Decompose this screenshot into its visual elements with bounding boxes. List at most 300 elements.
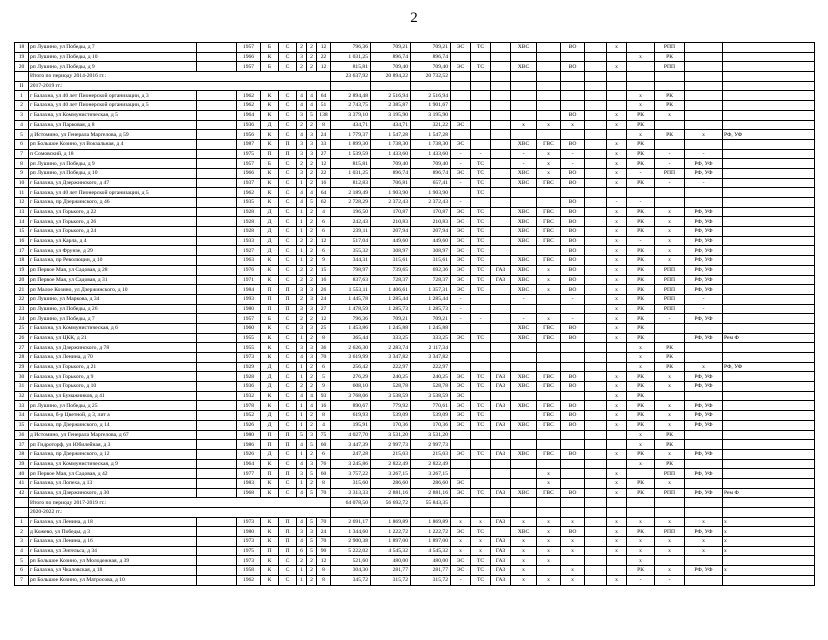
table-cell: 2 283,74 xyxy=(371,343,411,353)
table-cell xyxy=(585,246,607,256)
table-cell: ХВС xyxy=(511,333,537,343)
table-cell: ЭС xyxy=(451,333,471,343)
table-cell: Д xyxy=(261,236,279,246)
table-cell xyxy=(561,353,585,363)
table-cell: 12 xyxy=(317,159,331,169)
table-cell: х xyxy=(607,178,627,188)
table-cell xyxy=(511,101,537,111)
table-cell: 2 xyxy=(307,575,317,585)
table-cell: 4 xyxy=(297,130,307,140)
table-cell: 3 267,15 xyxy=(411,469,451,479)
table-cell: П xyxy=(279,139,297,149)
table-cell: 2 xyxy=(307,382,317,392)
table-cell: х xyxy=(607,139,627,149)
table-cell: 26 xyxy=(15,333,29,343)
table-cell xyxy=(537,43,561,53)
table-cell: 9 xyxy=(317,382,331,392)
empty-cell xyxy=(585,498,607,508)
table-cell: ВО xyxy=(561,246,585,256)
table-cell: х xyxy=(561,120,585,130)
table-cell: 1 xyxy=(297,362,307,372)
table-cell xyxy=(723,556,815,566)
table-cell xyxy=(537,110,561,120)
table-cell: РК xyxy=(627,391,655,401)
empty-cell xyxy=(511,498,537,508)
table-cell: 286,60 xyxy=(411,478,451,488)
table-cell: 1 xyxy=(297,333,307,343)
table-cell xyxy=(491,227,511,237)
table-cell xyxy=(197,411,237,421)
table-cell: 1984 xyxy=(237,285,261,295)
table-cell: 215,03 xyxy=(411,449,451,459)
table-cell: С xyxy=(279,362,297,372)
table-cell: 1 245,88 xyxy=(411,323,451,333)
table-cell: х xyxy=(537,275,561,285)
table-cell: рп Лушино, ул Победы, д 7 xyxy=(29,314,197,324)
table-cell xyxy=(537,430,561,440)
table-cell: 3 xyxy=(297,149,307,159)
table-cell xyxy=(585,333,607,343)
table-cell: РК xyxy=(655,353,685,363)
empty-cell xyxy=(537,508,561,518)
table-cell xyxy=(723,401,815,411)
table-cell: 4 xyxy=(297,537,307,547)
table-cell: х xyxy=(723,537,815,547)
table-cell: 345,72 xyxy=(331,575,371,585)
table-cell xyxy=(537,391,561,401)
table-cell: 1933 xyxy=(237,236,261,246)
table-cell: 1975 xyxy=(237,546,261,556)
table-cell xyxy=(607,566,627,576)
table-cell: х xyxy=(655,256,685,266)
table-cell: х xyxy=(627,353,655,363)
table-cell: 517,04 xyxy=(331,236,371,246)
housing-register-table xyxy=(14,42,815,586)
table-cell: К xyxy=(261,478,279,488)
table-cell: 739,65 xyxy=(371,265,411,275)
table-cell: 1971 xyxy=(237,275,261,285)
table-cell: 2 xyxy=(297,275,307,285)
table-cell: х xyxy=(627,362,655,372)
table-cell: Б xyxy=(261,314,279,324)
table-cell: 365,44 xyxy=(331,333,371,343)
table-cell: х xyxy=(537,469,561,479)
table-cell: ХВС xyxy=(511,382,537,392)
table-cell: 1 897,00 xyxy=(371,537,411,547)
table-cell: ХВС xyxy=(511,401,537,411)
table-cell xyxy=(537,343,561,353)
table-cell: 240,25 xyxy=(411,372,451,382)
table-cell xyxy=(491,285,511,295)
section-row xyxy=(15,508,815,518)
table-cell xyxy=(723,159,815,169)
table-cell xyxy=(585,294,607,304)
table-cell: ВО xyxy=(561,372,585,382)
table-cell: 3 xyxy=(307,149,317,159)
table-cell: ЭС xyxy=(451,120,471,130)
table-row xyxy=(15,459,815,469)
table-cell: 1928 xyxy=(237,207,261,217)
table-cell: х xyxy=(511,537,537,547)
table-cell xyxy=(197,382,237,392)
table-cell xyxy=(511,391,537,401)
table-cell xyxy=(585,275,607,285)
empty-cell xyxy=(471,81,491,91)
table-cell: РК xyxy=(627,566,655,576)
table-cell: 2 822,49 xyxy=(411,459,451,469)
table-cell: РФ, УФ xyxy=(685,275,723,285)
table-cell xyxy=(451,353,471,363)
table-cell: х xyxy=(607,62,627,72)
table-cell xyxy=(655,333,685,343)
table-cell: С xyxy=(279,110,297,120)
table-cell: - xyxy=(685,178,723,188)
table-cell xyxy=(585,110,607,120)
table-cell: 1980 xyxy=(237,304,261,314)
table-cell: - xyxy=(451,149,471,159)
table-cell: 1956 xyxy=(237,130,261,140)
table-cell: 1 869,89 xyxy=(371,517,411,527)
table-cell xyxy=(685,575,723,585)
table-cell: 207,94 xyxy=(371,227,411,237)
table-row xyxy=(15,304,815,314)
table-cell: ВО xyxy=(561,411,585,421)
table-cell xyxy=(585,459,607,469)
table-cell: ВО xyxy=(561,527,585,537)
table-cell: 333,25 xyxy=(411,333,451,343)
table-row xyxy=(15,236,815,246)
table-cell: 24 xyxy=(317,130,331,140)
empty-cell xyxy=(491,508,511,518)
table-cell: ТС xyxy=(471,285,491,295)
table-cell: 2 xyxy=(297,314,307,324)
section-total xyxy=(371,81,411,91)
table-cell: г Балахна, ул ЦКК, д 21 xyxy=(29,333,197,343)
table-cell xyxy=(197,372,237,382)
table-cell xyxy=(585,488,607,498)
table-cell: 75 xyxy=(317,430,331,440)
table-cell xyxy=(685,120,723,130)
table-cell: 2 xyxy=(307,420,317,430)
table-cell: ЭС xyxy=(451,236,471,246)
table-cell: 5 xyxy=(15,130,29,140)
table-cell: х xyxy=(471,517,491,527)
table-cell: С xyxy=(279,420,297,430)
table-cell xyxy=(511,246,537,256)
table-cell: П xyxy=(261,294,279,304)
table-cell: ГВС xyxy=(537,227,561,237)
table-cell: 796,36 xyxy=(331,314,371,324)
table-cell xyxy=(491,314,511,324)
table-cell: ГАЗ xyxy=(491,420,511,430)
table-cell xyxy=(197,566,237,576)
table-cell: ВО xyxy=(561,488,585,498)
table-cell xyxy=(537,440,561,450)
table-cell: 2 xyxy=(307,478,317,488)
table-cell: ХВС xyxy=(511,62,537,72)
table-cell xyxy=(471,294,491,304)
table-cell: 3 xyxy=(307,343,317,353)
table-cell: х xyxy=(655,236,685,246)
table-cell: ЭС xyxy=(451,62,471,72)
table-cell: х xyxy=(685,546,723,556)
table-cell xyxy=(471,120,491,130)
table-cell xyxy=(537,459,561,469)
table-cell xyxy=(197,207,237,217)
table-cell: ГАЗ xyxy=(491,401,511,411)
table-cell: х xyxy=(607,265,627,275)
table-cell xyxy=(451,430,471,440)
table-cell: 344,31 xyxy=(331,256,371,266)
table-cell: РК xyxy=(627,333,655,343)
table-cell xyxy=(585,391,607,401)
table-cell: ГАЗ xyxy=(491,372,511,382)
table-cell: 1 901,67 xyxy=(411,101,451,111)
empty-cell xyxy=(585,81,607,91)
table-cell: ЭС xyxy=(451,556,471,566)
table-cell xyxy=(723,207,815,217)
table-cell: 3 195,90 xyxy=(411,110,451,120)
table-cell: 240,25 xyxy=(371,372,411,382)
table-cell: РПП xyxy=(655,304,685,314)
table-cell: 27 xyxy=(317,149,331,159)
table-cell: РК xyxy=(627,149,655,159)
table-cell: ВО xyxy=(561,198,585,208)
table-cell xyxy=(723,430,815,440)
table-cell: 3 xyxy=(307,430,317,440)
table-cell: 93 xyxy=(317,391,331,401)
table-row xyxy=(15,469,815,479)
table-cell xyxy=(561,478,585,488)
table-cell xyxy=(537,52,561,62)
table-cell: 2 881,16 xyxy=(411,488,451,498)
table-cell: П xyxy=(279,517,297,527)
table-cell xyxy=(685,198,723,208)
table-cell: ХВС xyxy=(511,139,537,149)
table-row xyxy=(15,52,815,62)
table-cell xyxy=(685,43,723,53)
table-cell: х xyxy=(655,566,685,576)
table-cell xyxy=(685,188,723,198)
table-row xyxy=(15,362,815,372)
table-cell: ЭС xyxy=(451,488,471,498)
table-cell: х xyxy=(607,420,627,430)
table-cell: 3 538,59 xyxy=(411,391,451,401)
table-cell xyxy=(585,537,607,547)
table-cell: ЭС xyxy=(451,449,471,459)
table-cell xyxy=(585,411,607,421)
table-cell: ТС xyxy=(471,207,491,217)
table-cell: Б xyxy=(261,43,279,53)
table-cell: х xyxy=(607,110,627,120)
table-cell: х xyxy=(655,478,685,488)
table-cell: 770,61 xyxy=(411,401,451,411)
table-cell: РК xyxy=(627,323,655,333)
table-cell: ХВС xyxy=(511,227,537,237)
section-total: 20 894,22 xyxy=(371,72,411,82)
table-cell xyxy=(511,110,537,120)
table-cell xyxy=(655,139,685,149)
table-cell: ЭС xyxy=(451,139,471,149)
table-cell: 1980 xyxy=(237,430,261,440)
table-cell xyxy=(585,159,607,169)
table-row xyxy=(15,537,815,547)
table-cell: ГАЗ xyxy=(491,488,511,498)
table-cell: 2 117,34 xyxy=(411,343,451,353)
table-cell xyxy=(491,130,511,140)
table-cell: К xyxy=(261,198,279,208)
table-cell xyxy=(685,556,723,566)
table-cell xyxy=(197,304,237,314)
table-cell xyxy=(511,440,537,450)
table-cell: х xyxy=(451,517,471,527)
table-cell: 2 xyxy=(307,236,317,246)
table-row xyxy=(15,478,815,488)
table-cell xyxy=(451,459,471,469)
table-cell: х xyxy=(607,382,627,392)
table-row xyxy=(15,168,815,178)
table-cell: х xyxy=(655,207,685,217)
table-cell: 207,94 xyxy=(411,227,451,237)
table-cell xyxy=(451,52,471,62)
table-cell: ХВС xyxy=(511,236,537,246)
table-cell: ГАЗ xyxy=(491,566,511,576)
table-cell: г Балахна, ул Фрунзе, д 29 xyxy=(29,246,197,256)
table-cell: ЭС xyxy=(451,207,471,217)
table-cell: РПП xyxy=(655,275,685,285)
table-cell: 1 553,11 xyxy=(331,285,371,295)
table-cell: 26 xyxy=(317,285,331,295)
table-cell: 449,60 xyxy=(371,236,411,246)
table-cell: 70 xyxy=(317,517,331,527)
table-cell: г Балахна, ул 40 лет Пионерской организации, д 5 xyxy=(29,101,197,111)
table-cell: 29 xyxy=(15,362,29,372)
table-cell xyxy=(491,411,511,421)
table-cell: 12 xyxy=(317,314,331,324)
table-cell: 308,97 xyxy=(411,246,451,256)
table-cell xyxy=(197,527,237,537)
table-cell: С xyxy=(279,91,297,101)
table-cell: рп Лушино, ул Победы, д 25 xyxy=(29,401,197,411)
table-cell: К xyxy=(261,178,279,188)
table-cell: 1962 xyxy=(237,575,261,585)
table-cell: К xyxy=(261,401,279,411)
table-cell: 2 372,43 xyxy=(411,198,451,208)
table-cell: 6 xyxy=(15,139,29,149)
table-cell xyxy=(197,333,237,343)
table-cell: С xyxy=(279,382,297,392)
table-cell: 27 xyxy=(317,304,331,314)
table-cell: 3 xyxy=(297,168,307,178)
table-cell xyxy=(655,198,685,208)
table-cell: 2 xyxy=(307,333,317,343)
table-cell: г Балахна, ул Ленина, д 16 xyxy=(29,537,197,547)
section-label: 2020-2022 гг.: xyxy=(29,508,331,518)
table-cell: ХВС xyxy=(511,256,537,266)
table-row xyxy=(15,440,815,450)
empty-cell xyxy=(627,508,655,518)
table-cell: ВО xyxy=(561,227,585,237)
table-cell: ТС xyxy=(471,159,491,169)
table-row xyxy=(15,556,815,566)
table-cell xyxy=(197,275,237,285)
table-cell xyxy=(723,139,815,149)
table-cell xyxy=(197,178,237,188)
table-cell xyxy=(585,256,607,266)
table-cell: 3 347,82 xyxy=(371,353,411,363)
table-cell: рп Лушино, ул Победы, д 10 xyxy=(29,52,197,62)
table-cell: ГАЗ xyxy=(491,517,511,527)
table-cell: 6 xyxy=(297,546,307,556)
table-cell: рп Первое Мая, ул Садовая, д 28 xyxy=(29,265,197,275)
table-cell: х xyxy=(723,566,815,576)
table-cell: 709,40 xyxy=(371,159,411,169)
table-cell: ХВС xyxy=(511,168,537,178)
table-cell: х xyxy=(627,556,655,566)
table-cell: С xyxy=(279,459,297,469)
table-cell: 1 222,72 xyxy=(411,527,451,537)
table-cell: 3 xyxy=(307,285,317,295)
table-cell: ТС xyxy=(471,372,491,382)
table-cell xyxy=(585,343,607,353)
table-cell: 14 xyxy=(15,217,29,227)
table-cell: 70 xyxy=(317,488,331,498)
table-cell: - xyxy=(511,314,537,324)
table-cell xyxy=(471,304,491,314)
table-cell: 1 869,89 xyxy=(411,517,451,527)
table-cell: 2 997,73 xyxy=(411,440,451,450)
empty-cell xyxy=(451,508,471,518)
table-cell: 20 xyxy=(15,62,29,72)
table-cell: - xyxy=(655,314,685,324)
table-cell xyxy=(471,459,491,469)
table-cell: К xyxy=(261,566,279,576)
table-cell xyxy=(723,314,815,324)
table-row xyxy=(15,353,815,363)
table-cell: - xyxy=(451,314,471,324)
table-cell: 2 xyxy=(307,246,317,256)
table-cell xyxy=(627,469,655,479)
table-cell: 728,37 xyxy=(371,275,411,285)
table-cell: 1 xyxy=(15,91,29,101)
table-cell xyxy=(607,52,627,62)
table-cell xyxy=(451,469,471,479)
table-cell xyxy=(561,362,585,372)
table-cell: 12 xyxy=(317,43,331,53)
empty-cell xyxy=(471,498,491,508)
table-cell: 2 516,94 xyxy=(411,91,451,101)
table-cell: С xyxy=(279,159,297,169)
table-cell xyxy=(197,110,237,120)
table-cell: 1 433,60 xyxy=(411,149,451,159)
table-cell: г Балахна, ул Дзержинского, д 78 xyxy=(29,343,197,353)
empty-cell xyxy=(585,72,607,82)
table-cell xyxy=(585,566,607,576)
table-cell: Рем Ф xyxy=(723,488,815,498)
table-cell: 39 xyxy=(15,459,29,469)
table-cell: ВО xyxy=(561,420,585,430)
table-cell xyxy=(723,449,815,459)
table-cell xyxy=(491,353,511,363)
empty-cell xyxy=(685,508,723,518)
table-cell xyxy=(451,130,471,140)
table-cell: 315,72 xyxy=(371,575,411,585)
table-cell: 2 881,16 xyxy=(371,488,411,498)
section-number xyxy=(15,72,29,82)
table-cell: К xyxy=(261,256,279,266)
table-cell: 2 xyxy=(307,256,317,266)
table-cell: х xyxy=(537,168,561,178)
